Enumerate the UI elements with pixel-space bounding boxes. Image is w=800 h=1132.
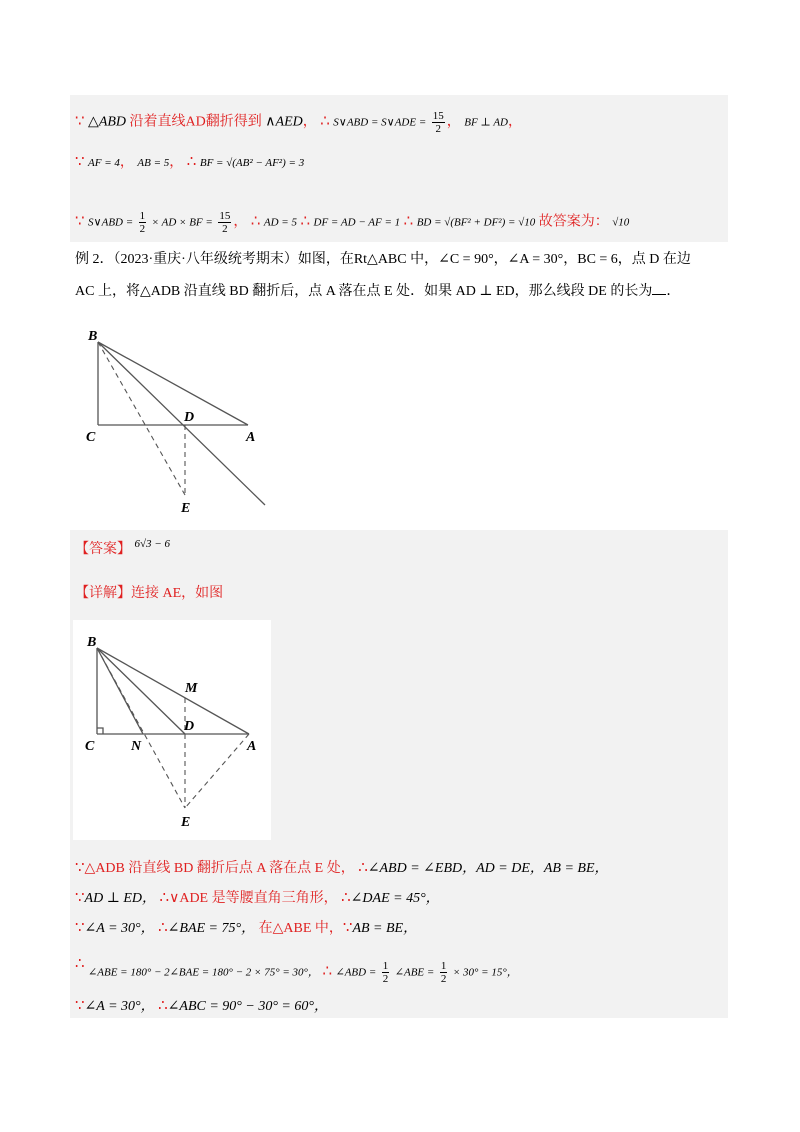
triangle-aed: ∧AED bbox=[265, 114, 303, 130]
label-c: C bbox=[86, 430, 96, 445]
because-symbol: ∵ bbox=[75, 113, 85, 130]
answer-value: √10 bbox=[612, 216, 630, 229]
frac-num: 1 bbox=[382, 960, 389, 972]
fraction bbox=[432, 110, 445, 135]
therefore-symbol: ∴ bbox=[158, 998, 168, 1014]
fold-statement: △ADB 沿直线 BD 翻折后点 A 落在点 E 处， bbox=[84, 861, 355, 876]
frac-den: 2 bbox=[440, 973, 447, 985]
comma: ， bbox=[302, 114, 317, 130]
angle-abe-label: ∠ABE = bbox=[394, 966, 435, 979]
line-bd-extended bbox=[98, 342, 265, 505]
df-value: DF = AD − AF = 1 bbox=[313, 216, 401, 229]
therefore-symbol: ∴ bbox=[322, 963, 332, 980]
because-symbol: ∵ bbox=[342, 920, 353, 936]
therefore-symbol: ∴ bbox=[186, 154, 197, 170]
therefore-symbol: ∴ bbox=[75, 955, 85, 972]
therefore-symbol: ∴ bbox=[300, 213, 311, 230]
frac-den: 2 bbox=[139, 223, 146, 235]
example2-line2-text: AC 上，将△ADB 沿直线 BD 翻折后，点 A 落在点 E 处．如果 AD ⊥ ED，那么线段 DE 的长为 bbox=[75, 284, 653, 299]
angle-abd-label: ∠ABD = bbox=[335, 966, 377, 979]
angle-abe-calc: ∠ABE = 180° − 2∠BAE = 180° − 2 × 75° = 30°， bbox=[88, 966, 319, 979]
solution-line-1: ∵ △ABD 沿着直线AD翻折得到 ∧AED， ∴ S∨ABD = S∨ADE = $\frac{15}{2}$ ， BF ⊥ AD， bbox=[75, 110, 522, 135]
angle-bae: ∠BAE = 75°， bbox=[167, 921, 256, 936]
example2-line2 bbox=[75, 282, 680, 302]
label-m: M bbox=[185, 681, 198, 696]
frac-num: 15 bbox=[432, 110, 444, 122]
angle-result: × 30° = 15°， bbox=[452, 966, 518, 979]
label-d: D bbox=[184, 410, 195, 425]
solution-bottom-line-3 bbox=[75, 918, 417, 939]
angle-a: ∠A = 30°， bbox=[84, 921, 155, 936]
figure-1 bbox=[80, 320, 340, 520]
label-a: A bbox=[247, 739, 257, 754]
therefore-symbol: ∴ bbox=[320, 113, 330, 130]
fraction-half bbox=[139, 210, 147, 235]
because-symbol: ∵ bbox=[75, 998, 85, 1014]
bf-value: BF = √(AB² − AF²) = 3 bbox=[199, 157, 305, 169]
frac-den: 2 bbox=[382, 973, 389, 985]
solution-line-3: ∵ S∨ABD = $\frac{1}{2}$ × AD × BF = $\frac{15}{2}$ ， ∴ AD = 5 ∴ DF = AD − AF = 1 ∴ BD = √(BF² + DF²) = √10 故答案为： √10 bbox=[75, 210, 630, 235]
because-symbol: ∵ bbox=[75, 213, 85, 230]
area-equation: S∨ABD = S∨ADE = bbox=[333, 116, 427, 129]
answer-line bbox=[75, 540, 170, 560]
label-d: D bbox=[184, 719, 195, 734]
solution-bottom-line-1 bbox=[75, 858, 609, 879]
ad-value: AD = 5 bbox=[263, 216, 297, 229]
label-e: E bbox=[181, 501, 191, 516]
because-symbol: ∵ bbox=[75, 920, 85, 936]
af-value: AF = 4 bbox=[88, 157, 120, 169]
fraction bbox=[218, 210, 231, 235]
detail-text: 连接 AE，如图 bbox=[131, 586, 224, 601]
therefore-symbol: ∴ bbox=[250, 213, 261, 230]
dashed-ae bbox=[185, 734, 249, 808]
because-symbol: ∵ bbox=[75, 890, 85, 906]
solution-line-2: ∵ AF = 4， AB = 5， ∴ BF = √(AB² − AF²) = 3 bbox=[75, 154, 305, 170]
triangle-abd: △ABD bbox=[88, 114, 127, 130]
label-n: N bbox=[131, 739, 142, 754]
solution-bottom-line-5 bbox=[75, 996, 328, 1017]
fraction-half bbox=[440, 960, 448, 985]
detail-line bbox=[75, 584, 223, 604]
perp-statement: AD ⊥ ED， bbox=[84, 891, 157, 906]
frac-num: 1 bbox=[440, 960, 447, 972]
isosceles-statement: ∨ADE 是等腰直角三角形， bbox=[169, 891, 338, 906]
ab-be: AB = BE， bbox=[352, 921, 418, 936]
solution-bottom-line-4 bbox=[75, 955, 518, 985]
dashed-be bbox=[98, 342, 185, 495]
angle-a: ∠A = 30°， bbox=[84, 999, 155, 1014]
therefore-symbol: ∴ bbox=[358, 860, 368, 876]
therefore-symbol: ∴ bbox=[403, 213, 414, 230]
frac-den: 2 bbox=[222, 223, 228, 235]
area-abd: S∨ABD = bbox=[88, 216, 134, 229]
example2-line1: 例 2．（2023·重庆·八年级统考期末）如图，在Rt△ABC 中，∠C = 90°，∠A = 30°，BC = 6，点 D 在边 bbox=[75, 252, 691, 267]
times-expression: × AD × BF = bbox=[151, 216, 213, 229]
detail-label: 【详解】 bbox=[75, 586, 131, 601]
answer-blank bbox=[652, 282, 666, 295]
fold-text: 沿着直线AD翻折得到 bbox=[129, 114, 262, 130]
because-symbol: ∵ bbox=[75, 860, 85, 876]
angle-abc: ∠ABC = 90° − 30° = 60°， bbox=[167, 999, 328, 1014]
frac-num: 1 bbox=[139, 210, 146, 222]
angle-dae: ∠DAE = 45°， bbox=[350, 891, 440, 906]
solution-bottom-line-2 bbox=[75, 888, 440, 909]
label-a: A bbox=[246, 430, 256, 445]
because-symbol: ∵ bbox=[75, 154, 85, 170]
answer-value: 6√3 − 6 bbox=[134, 538, 170, 550]
equalities: ∠ABD = ∠EBD，AD = DE，AB = BE， bbox=[367, 861, 609, 876]
period: ． bbox=[666, 284, 681, 299]
edge-ab bbox=[98, 342, 248, 425]
label-c: C bbox=[85, 739, 95, 754]
in-triangle-abe: 在△ABE 中， bbox=[258, 921, 343, 936]
frac-den: 2 bbox=[435, 123, 441, 135]
label-e: E bbox=[181, 815, 191, 830]
figure-2 bbox=[73, 620, 273, 840]
therefore-symbol: ∴ bbox=[159, 890, 170, 906]
ab-value: AB = 5 bbox=[137, 157, 170, 169]
therefore-symbol: ∴ bbox=[158, 920, 168, 936]
label-b: B bbox=[87, 635, 97, 650]
therefore-symbol: ∴ bbox=[341, 890, 351, 906]
answer-label: 【答案】 bbox=[75, 542, 131, 557]
right-angle-mark bbox=[97, 728, 103, 734]
dashed-be bbox=[97, 648, 185, 808]
label-b: B bbox=[88, 329, 98, 344]
fraction-half bbox=[382, 960, 390, 985]
frac-num: 15 bbox=[219, 210, 231, 222]
answer-label: 故答案为： bbox=[538, 214, 609, 230]
perpendicular-bf-ad: BF ⊥ AD bbox=[464, 116, 508, 129]
bd-value: BD = √(BF² + DF²) = √10 bbox=[416, 216, 536, 229]
